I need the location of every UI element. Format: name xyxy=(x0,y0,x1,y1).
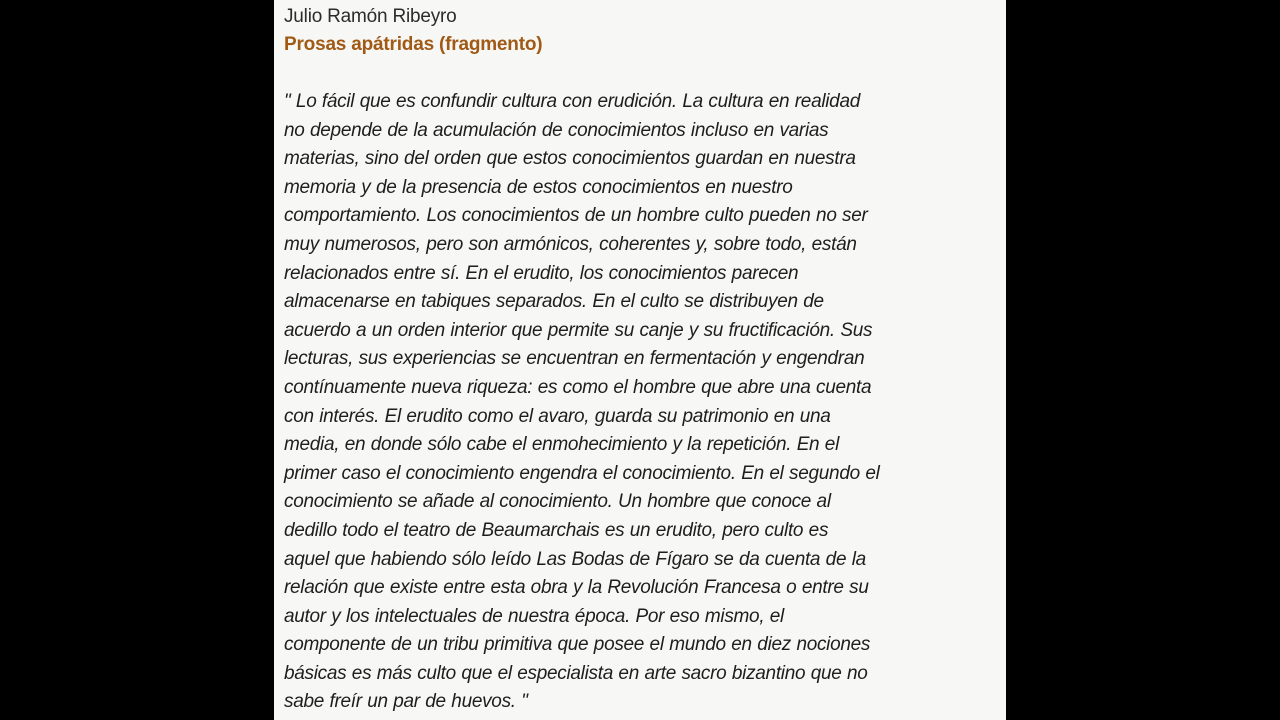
quote-line: autor y los intelectuales de nuestra época. Por eso mismo, el xyxy=(284,605,784,627)
quote-line: relación que existe entre esta obra y la Revolución Francesa o entre su xyxy=(284,577,869,599)
quote-line: relacionados entre sí. En el erudito, los conocimientos parecen xyxy=(284,262,799,284)
document-page xyxy=(274,0,1006,720)
quote-line: dedillo todo el teatro de Beaumarchais es un erudito, pero culto es xyxy=(284,519,829,541)
quote-line: almacenarse en tabiques separados. En el culto se distribuyen de xyxy=(284,291,824,313)
quote-line: componente de un tribu primitiva que posee el mundo en diez nociones xyxy=(284,634,871,656)
quote-line: básicas es más culto que el especialista en arte sacro bizantino que no xyxy=(284,662,868,684)
quote-line: conocimiento se añade al conocimiento. Un hombre que conoce al xyxy=(284,491,831,513)
quote-line: contínuamente nueva riqueza: es como el hombre que abre una cuenta xyxy=(284,376,872,398)
quote-line: media, en donde sólo cabe el enmohecimiento y la repetición. En el xyxy=(284,434,839,456)
quote-line: sabe freír un par de huevos. " xyxy=(284,691,528,713)
quote-line: acuerdo a un orden interior que permite su canje y su fructificación. Sus xyxy=(284,319,873,341)
document-title: Prosas apátridas (fragmento) xyxy=(284,34,543,55)
quote-line: lecturas, sus experiencias se encuentran en fermentación y engendran xyxy=(284,348,865,370)
quote-line: no depende de la acumulación de conocimientos incluso en varias xyxy=(284,119,829,141)
quote-line: " Lo fácil que es confundir cultura con erudición. La cultura en realidad xyxy=(284,91,860,112)
quote-line: memoria y de la presencia de estos conocimientos en nuestro xyxy=(284,176,793,198)
quote-line: primer caso el conocimiento engendra el conocimiento. En el segundo el xyxy=(284,462,880,484)
quote-body xyxy=(284,88,1006,717)
quote-line: materias, sino del orden que estos conocimientos guardan en nuestra xyxy=(284,148,856,170)
quote-line: comportamiento. Los conocimientos de un hombre culto pueden no ser xyxy=(284,205,868,227)
quote-line: con interés. El erudito como el avaro, guarda su patrimonio en una xyxy=(284,405,831,427)
author-name: Julio Ramón Ribeyro xyxy=(284,6,457,27)
quote-line: aquel que habiendo sólo leído Las Bodas de Fígaro se da cuenta de la xyxy=(284,548,866,570)
quote-line: muy numerosos, pero son armónicos, coherentes y, sobre todo, están xyxy=(284,233,857,255)
